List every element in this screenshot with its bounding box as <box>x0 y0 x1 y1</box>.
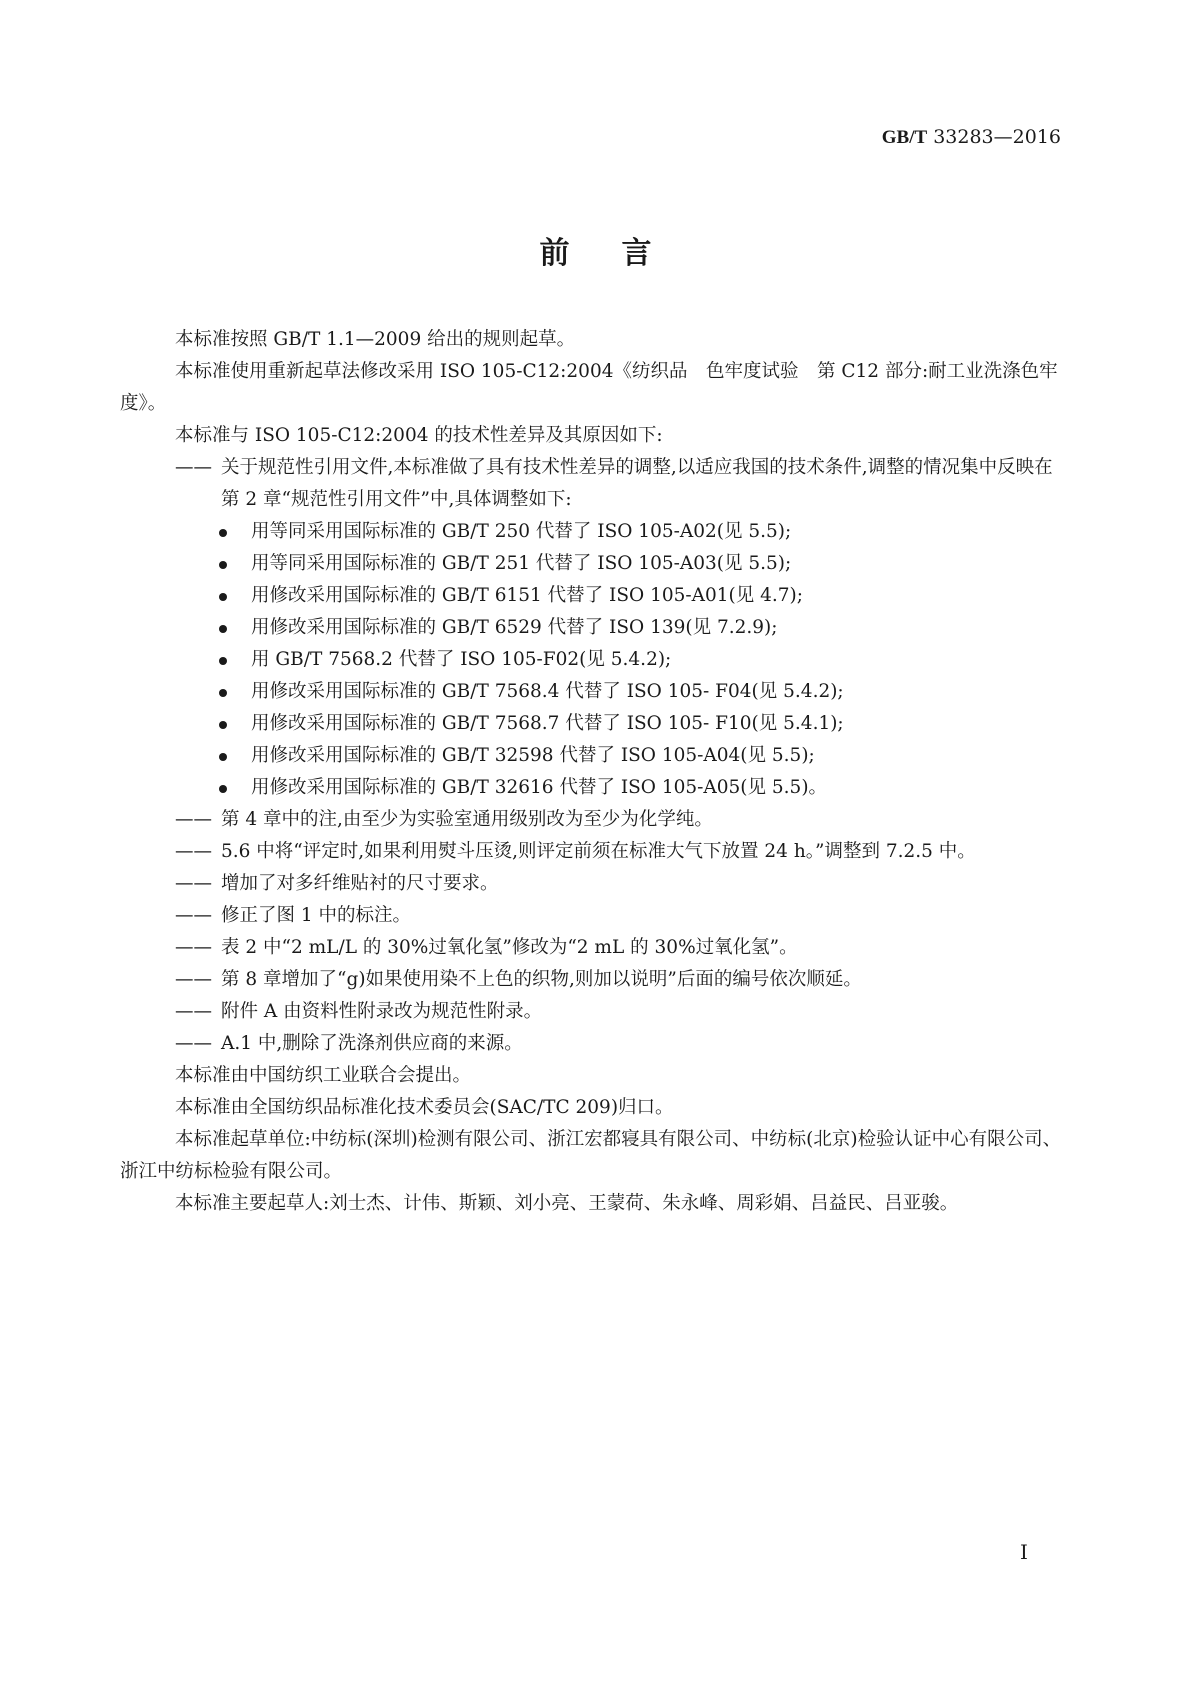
bullet-dot-icon <box>219 593 227 601</box>
dash-item <box>120 804 1062 836</box>
dash-item <box>120 932 1062 964</box>
document-body <box>120 324 1062 1220</box>
bullet-item-text: 用等同采用国际标准的 GB/T 250 代替了 ISO 105-A02(见 5.5); <box>251 521 792 542</box>
dash-item-text: A.1 中,删除了洗涤剂供应商的来源。 <box>221 1033 523 1054</box>
bullet-item-text: 用 GB/T 7568.2 代替了 ISO 105-F02(见 5.4.2); <box>251 649 672 670</box>
dash-marker: —— <box>175 809 212 830</box>
dash-marker: —— <box>175 841 212 862</box>
bullet-item-text: 用修改采用国际标准的 GB/T 7568.4 代替了 ISO 105- F04(见 5.4.2); <box>251 681 844 702</box>
dash-marker: —— <box>175 905 212 926</box>
bullet-dot-icon <box>219 721 227 729</box>
dash-item-text: 表 2 中“2 mL/L 的 30%过氧化氢”修改为“2 mL 的 30%过氧化氢”。 <box>221 937 798 958</box>
page-number: I <box>1020 1540 1028 1564</box>
paragraph: 本标准主要起草人:刘士杰、计伟、斯颖、刘小亮、王蒙荷、朱永峰、周彩娟、吕益民、吕亚骏。 <box>175 1193 959 1214</box>
dash-item <box>120 868 1062 900</box>
dash-item <box>120 1028 1062 1060</box>
paragraph: 本标准使用重新起草法修改采用 ISO 105-C12:2004《纺织品 色牢度试验 第 C12 部分:耐工业洗涤色牢度》。 <box>120 361 1058 414</box>
paragraph: 本标准按照 GB/T 1.1—2009 给出的规则起草。 <box>175 329 576 350</box>
standard-code <box>882 126 1061 149</box>
dash-item-text: 增加了对多纤维贴衬的尺寸要求。 <box>221 873 499 894</box>
bullet-item <box>120 644 1062 676</box>
dash-item <box>120 900 1062 932</box>
paragraph: 本标准起草单位:中纺标(深圳)检测有限公司、浙江宏都寝具有限公司、中纺标(北京)检验认证中心有限公司、浙江中纺标检验有限公司。 <box>120 1129 1062 1182</box>
dash-item <box>120 964 1062 996</box>
dash-marker: —— <box>175 1033 212 1054</box>
dash-marker: —— <box>175 937 212 958</box>
dash-item-text: 第 8 章增加了“g)如果使用染不上色的织物,则加以说明”后面的编号依次顺延。 <box>221 969 862 990</box>
bullet-item-text: 用等同采用国际标准的 GB/T 251 代替了 ISO 105-A03(见 5.5); <box>251 553 792 574</box>
paragraph: 本标准与 ISO 105-C12:2004 的技术性差异及其原因如下: <box>175 425 663 446</box>
dash-marker: —— <box>175 457 212 478</box>
dash-item <box>120 452 1062 516</box>
bullet-item-text: 用修改采用国际标准的 GB/T 6151 代替了 ISO 105-A01(见 4.7); <box>251 585 804 606</box>
bullet-item <box>120 612 1062 644</box>
bullet-dot-icon <box>219 689 227 697</box>
dash-item <box>120 836 1062 868</box>
bullet-item <box>120 740 1062 772</box>
dash-item-text: 修正了图 1 中的标注。 <box>221 905 412 926</box>
dash-marker: —— <box>175 873 212 894</box>
bullet-item <box>120 772 1062 804</box>
bullet-item <box>120 580 1062 612</box>
page-title: 前言 <box>539 236 704 271</box>
standard-prefix: GB/T <box>881 127 928 148</box>
dash-item-text: 附件 A 由资料性附录改为规范性附录。 <box>221 1001 543 1022</box>
bullet-dot-icon <box>219 785 227 793</box>
dash-item-text: 5.6 中将“评定时,如果利用熨斗压烫,则评定前须在标准大气下放置 24 h。”调整到 7.2.5 中。 <box>221 841 976 862</box>
bullet-dot-icon <box>219 625 227 633</box>
bullet-item <box>120 516 1062 548</box>
bullet-item-text: 用修改采用国际标准的 GB/T 7568.7 代替了 ISO 105- F10(见 5.4.1); <box>251 713 844 734</box>
bullet-item <box>120 708 1062 740</box>
paragraph: 本标准由全国纺织品标准化技术委员会(SAC/TC 209)归口。 <box>175 1097 674 1118</box>
paragraph: 本标准由中国纺织工业联合会提出。 <box>175 1065 472 1086</box>
bullet-item-text: 用修改采用国际标准的 GB/T 32598 代替了 ISO 105-A04(见 5.5); <box>251 745 815 766</box>
bullet-item <box>120 548 1062 580</box>
bullet-dot-icon <box>219 753 227 761</box>
bullet-dot-icon <box>219 657 227 665</box>
bullet-dot-icon <box>219 561 227 569</box>
bullet-item-text: 用修改采用国际标准的 GB/T 6529 代替了 ISO 139(见 7.2.9); <box>251 617 778 638</box>
dash-marker: —— <box>175 1001 212 1022</box>
bullet-item-text: 用修改采用国际标准的 GB/T 32616 代替了 ISO 105-A05(见 5.5)。 <box>251 777 828 798</box>
bullet-item <box>120 676 1062 708</box>
dash-item-text: 关于规范性引用文件,本标准做了具有技术性差异的调整,以适应我国的技术条件,调整的情况集中反映在第 2 章“规范性引用文件”中,具体调整如下: <box>221 457 1053 510</box>
dash-item <box>120 996 1062 1028</box>
dash-marker: —— <box>175 969 212 990</box>
bullet-dot-icon <box>219 529 227 537</box>
standard-number: 33283—2016 <box>933 126 1061 148</box>
dash-item-text: 第 4 章中的注,由至少为实验室通用级别改为至少为化学纯。 <box>221 809 713 830</box>
